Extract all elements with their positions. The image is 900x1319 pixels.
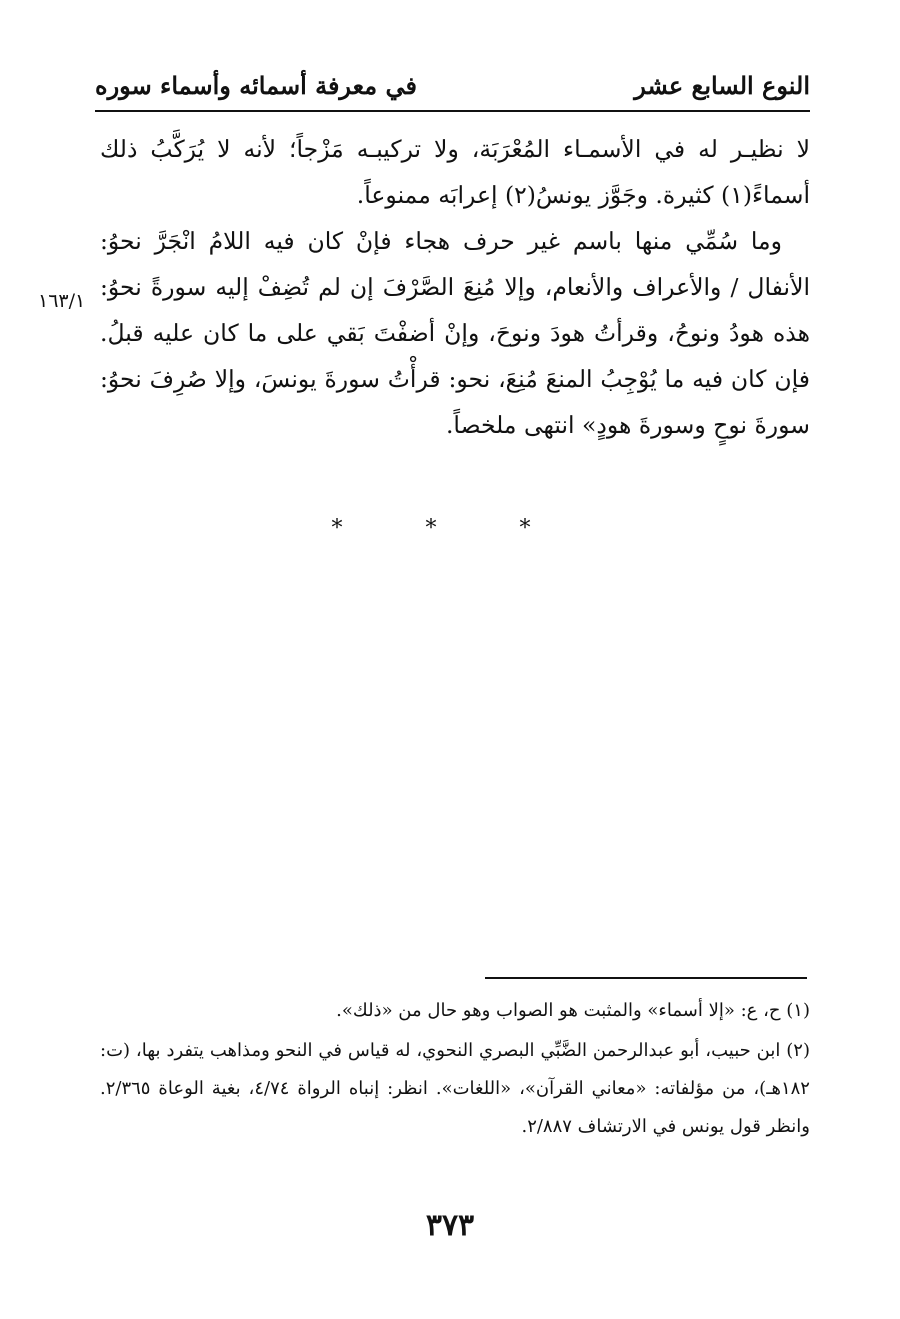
- footnote-divider: [485, 977, 807, 979]
- margin-page-reference: ١٦٣/١: [38, 290, 86, 312]
- chapter-title: النوع السابع عشر: [634, 71, 810, 100]
- running-header: [95, 58, 810, 98]
- section-title: في معرفة أسمائه وأسماء سوره: [95, 71, 417, 100]
- main-text: [100, 126, 810, 448]
- header-divider: [95, 110, 810, 112]
- footnote-1: (١) ح، ع: «إلا أسماء» والمثبت هو الصواب وهو حال من «ذلك».: [336, 1000, 810, 1021]
- paragraph-1: لا نظيـر له في الأسمـاء المُعْرَبَة، ولا تركيبـه مَزْجاً؛ لأنه لا يُرَكَّبُ ذلك أسماءً(١) كثيرة. وجَوَّز يونسُ(٢) إعرابَه ممنوعاً.: [100, 135, 810, 209]
- section-separator: * * *: [331, 516, 569, 541]
- footnote-2: (٢) ابن حبيب، أبو عبدالرحمن الضَّبِّي البصري النحوي، له قياس في النحو ومذاهب يتفرد بها، (ت: ١٨٢هـ)، من مؤلفاته: «معاني القرآن»، «اللغات». انظر: إنباه الرواة ٤/٧٤، بغية الوعاة ٢/٣٦٥. وانظر قول يونس في الارتشاف ٢/٨٨٧.: [100, 1040, 810, 1137]
- page-number: ٣٧٣: [425, 1208, 475, 1243]
- paragraph-2: وما سُمِّي منها باسم غير حرف هجاء فإنْ كان فيه اللامُ انْجَرَّ نحوُ: الأنفال / والأعراف والأنعام، وإلا مُنِعَ الصَّرْفَ إن لم تُضِفْ إليه سورةً نحوُ: هذه هودُ ونوحُ، وقرأتُ هودَ ونوحَ، وإنْ أضفْتَ بَقي على ما كان عليه قبلُ. فإن كان فيه ما يُوْجِبُ المنعَ مُنِعَ، نحو: قرأْتُ سورةَ يونسَ، وإلا صُرِفَ نحوُ: سورةَ نوحٍ وسورةَ هودٍ» انتهى ملخصاً.: [100, 227, 810, 439]
- footnotes: [100, 992, 810, 1148]
